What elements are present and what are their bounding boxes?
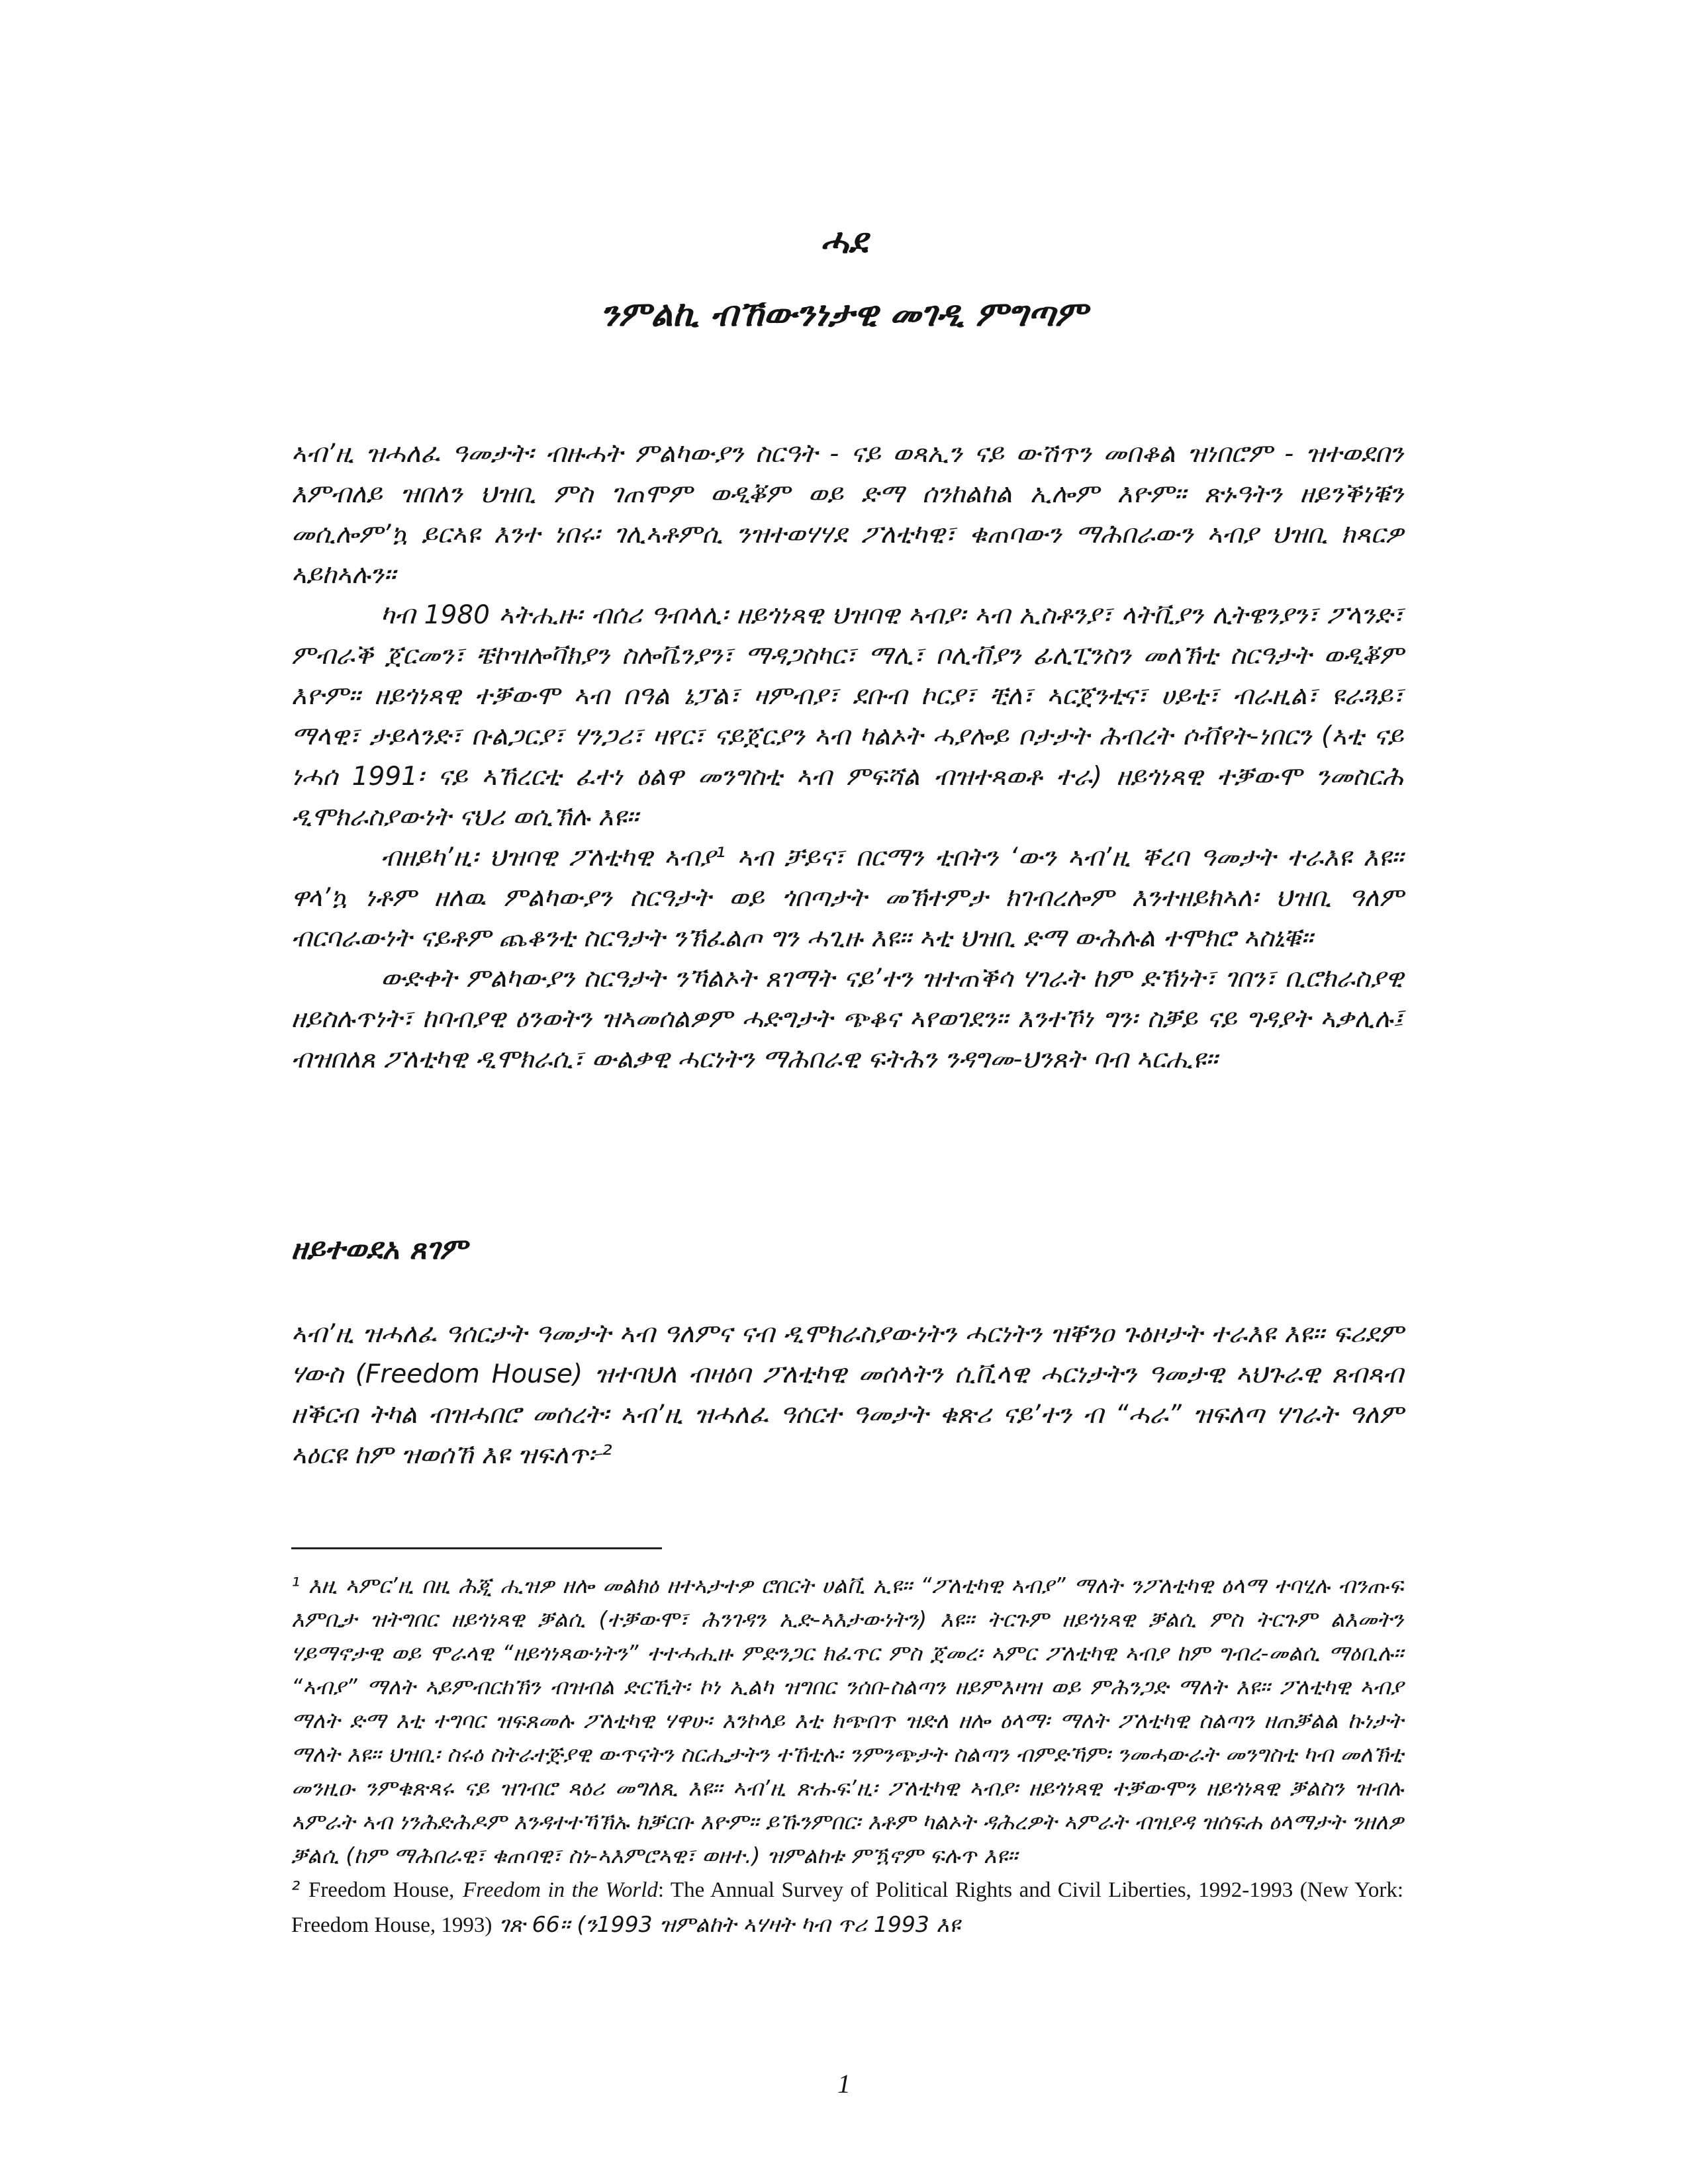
page-number: 1 <box>837 2069 851 2099</box>
footnote-2-source: Freedom House, <box>308 1878 455 1902</box>
section-body <box>291 1314 1403 1475</box>
section <box>291 1232 1403 1266</box>
chapter-title: ንምልኪ ብኸውንነታዊ መገዲ ምግጣም <box>600 295 1088 334</box>
footnote-2-marker: ² <box>291 1876 301 1902</box>
footnote-2-title: Freedom in the World <box>463 1878 658 1902</box>
footnote-divider <box>291 1547 662 1549</box>
paragraph-3: ብዘይካ’ዚ፡ ህዝባዊ ፖለቲካዊ ኣብያ¹ ኣብ ቻይና፣ በርማን ቲበትን ‘ውን ኣብ’ዚ ቐረባ ዓመታት ተራእዩ እዩ። ዋላ’ኳ ነቶም ዘለዉ ምልካውያን ስርዓታት ወይ ጎበጣታት መኽተምታ ክገብረሎም እንተዘይክኣለ፡ ህዝቢ ዓለም ብርባራውነት ናይቶም ጨቆንቲ ስርዓታት ንኽፈልጦ ግን ሓጊዙ እዩ። ኣቲ ህዝቢ ድማ ውሕሉል ተሞክሮ ኣስኒቑ። <box>291 842 1403 953</box>
body-column <box>291 433 1403 1079</box>
footnotes <box>291 1569 1403 1942</box>
footnote-1: ¹ እዚ ኣምር’ዚ በዚ ሕጂ ሒዝዎ ዘሎ መልክዕ ዘተኣታተዎ ሮበርት ሀልቪ ኢዩ። “ፖለቲካዊ ኣብያ” ማለት ንፖለቲካዊ ዕላማ ተባሂሉ ብንጡፍ እምቢታ ዝትግበር ዘይጎነጻዊ ቓልሲ (ተቓውሞ፣ ሕንገዳን ኢድ-ኣእታውነትን) እዩ። ትርጉም ዘይጎነጻዊ ቓልሲ ምስ ትርጉም ልእመትን ሃይማኖታዊ ወይ ሞራላዊ “ዘይጎነጻውነትን” ተተሓሒዙ ምድንጋር ክፈጥር ምስ ጀመረ፡ ኣምር ፖለቲካዊ ኣብያ ከም ግብረ-መልሲ ማዕቢሉ። “ኣብያ” ማለት ኣይምብርከኽን ብዝብል ድርኺት፡ ኮነ ኢልካ ዝግበር ንሰበ-ስልጣን ዘይምእዛዝ ወይ ምሕንጋድ ማለት እዩ። ፖለቲካዊ ኣብያ ማለት ድማ እቲ ተግባር ዝፍጸመሉ ፖለቲካዊ ሃዋሁ፡ እንኮላይ እቲ ክጭበጥ ዝድለ ዘሎ ዕላማ፡ ማለት ፖለቲካዊ ስልጣን ዘጠቓልል ኩነታት ማለት እዩ። ህዝቢ፡ ስሩዕ ስትራተጅያዊ ውጥናትን ስርሒታትን ተኸቲሉ፡ ንምንጭታት ስልጣን ብምድኻም፡ ንመሓውራት መንግስቲ ካብ መለኽቲ መንዚዑ ንምቁጽጻሩ ናይ ዝገብሮ ጻዕሪ መግለጺ እዩ። ኣብ’ዚ ጽሑፍ’ዚ፡ ፖለቲካዊ ኣብያ፡ ዘይጎነጻዊ ተቓውሞን ዘይጎነጻዊ ቓልስን ዝብሉ ኣምራት ኣብ ነንሕድሕዶም እንዳተተኻኽኡ ክቓርቡ እዮም። ይኹንምበር፡ እቶም ካልኦት ዳሕረዎት ኣምራት ብዝያዳ ዝሰፍሐ ዕላማታት ንዘለዎ ቓልሲ (ከም ማሕበራዊ፣ ቁጠባዊ፣ ስነ-ኣእምሮኣዊ፣ ወዘተ.) ዝምልከቱ ምዃኖም ፍሉጥ እዩ። <box>291 1572 1403 1868</box>
paragraph-4: ውድቀት ምልካውያን ስርዓታት ንኻልኦት ጸገማት ናይ’ተን ዝተጠቕሳ ሃገራት ከም ድኽነት፣ ገበን፣ ቢሮክራስያዊ ዘይስሉጥነት፣ ከባብያዊ ዕንወትን ዝኣመሰልዎም ሓድግታት ጭቆና ኣየወገደን። እንተኾነ ግን፡ ስቓይ ናይ ግዳያት ኣቃሊሉ፤ ብዝበለጸ ፖለቲካዊ ዲሞክራሲ፣ ውልቃዊ ሓርነትን ማሕበራዊ ፍትሕን ንዳግመ-ህንጸት ባብ ኣርሒዩ። <box>291 964 1403 1074</box>
footnote-2-tail: ገጽ 66። (ን1993 ዝምልከት ኣሃዛት ካብ ጥሪ 1993 እዩ <box>498 1911 961 1937</box>
paragraph-1: ኣብ’ዚ ዝሓለፈ ዓመታት፡ ብዙሓት ምልካውያን ስርዓት - ናይ ወጻኢን ናይ ውሽጥን መበቆል ዝነበሮም - ዝተወደበን እምብለይ ዝበለን ህዝቢ ምስ ገጠሞም ወዲቖም ወይ ድማ ሰንከልከል ኢሎም እዮም። ጽኑዓትን ዘይንቕነቑን መሲሎም’ኳ ይርኣዩ እንተ ነበሩ፡ ገሊኣቶምሲ ንዝተወሃሃደ ፖለቲካዊ፣ ቁጠባውን ማሕበራውን ኣብያ ህዝቢ ክጻርዎ ኣይከኣሉን። <box>291 439 1403 590</box>
footnote-2 <box>291 1872 1403 1942</box>
section-paragraph: ኣብ’ዚ ዝሓለፈ ዓሰርታት ዓመታት ኣብ ዓለምና ናብ ዲሞክራስያውነትን ሓርነትን ዝቐንዐ ጉዕዞታት ተራእዩ እዩ። ፍሪደም ሃውስ (Freedom House) ዝተባህለ ብዛዕባ ፖለቲካዊ መሰላትን ሲቪላዊ ሓርነታትን ዓመታዊ ኣህጉራዊ ጸብጻብ ዘቕርብ ትካል ብዝሓበሮ መሰረት፡ ኣብ’ዚ ዝሓለፈ ዓሰርተ ዓመታት ቁጽሪ ናይ’ተን ብ “ሓራ” ዝፍለጣ ሃገራት ዓለም ኣዕርዩ ከም ዝወሰኸ እዩ ዝፍለጥ፦² <box>291 1319 1403 1470</box>
paragraph-2: ካብ 1980 ኣትሒዙ፡ ብሰሪ ዓብላሊ፡ ዘይጎነጻዊ ህዝባዊ ኣብያ፡ ኣብ ኢስቶንያ፣ ላትቪያን ሊትዌንያን፣ ፖላንድ፣ ምብራቕ ጀርመን፣ ቼኮዝሎቫክያን ስሎቬንያን፣ ማዳጋስካር፣ ማሊ፣ ቦሊቭያን ፊሊፒንስን መለኽቲ ስርዓታት ወዲቖም እዮም። ዘይጎነጻዊ ተቓውሞ ኣብ በዓል ኔፓል፣ ዛምብያ፣ ደቡብ ኮርያ፣ ቺለ፣ ኣርጀንቲና፣ ሀይቲ፣ ብራዚል፣ ዩራጓይ፣ ማላዊ፣ ታይላንድ፣ ቡልጋርያ፣ ሃንጋሪ፣ ዛየር፣ ናይጀርያን ኣብ ካልኦት ሓያሎይ ቦታታት ሕብረት ሶቭየት-ነበርን (ኣቲ ናይ ነሓሰ 1991፡ ናይ ኣኸረርቲ ፈተነ ዕልዋ መንግስቲ ኣብ ምፍሻል ብዝተጻወቶ ተራ) ዘይጎነጻዊ ተቓውሞ ንመስርሕ ዲሞክራስያውነት ናህሪ ወሲኽሉ እዩ። <box>291 600 1403 832</box>
footnote-2-citation: : The Annual Survey of Political Rights and Civil Liberties, 1992-1993 (New York: Freedom House, 1993) <box>291 1878 1403 1937</box>
chapter-number: ሓደ <box>820 222 868 261</box>
section-heading: ዘይተወደአ ጸገም <box>291 1232 467 1266</box>
